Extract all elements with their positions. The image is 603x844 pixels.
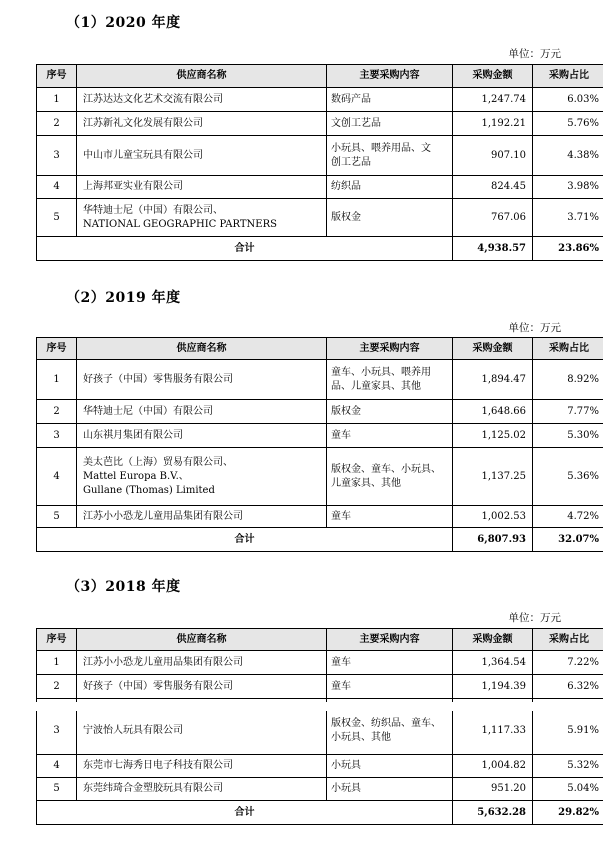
row-ratio: 5.30% [533,424,603,448]
total-row [37,528,603,552]
supplier-line: NATIONAL GEOGRAPHIC PARTNERS [83,218,277,230]
row-ratio: 6.32% [533,675,603,699]
unit-label: 单位：万元 [508,48,561,60]
row-content [327,755,453,778]
header-content: 主要采购内容 [327,338,453,360]
row-supplier [77,778,327,801]
row-content [327,778,453,801]
row-amount: 1,004.82 [453,755,533,778]
row-idx: 2 [37,400,77,424]
row-supplier [77,88,327,112]
row-ratio: 3.71% [533,199,603,237]
supplier-line: Gullane (Thomas) Limited [83,484,215,496]
content-line: 数码产品 [331,93,371,105]
row-amount: 1,648.66 [453,400,533,424]
table-row [37,112,603,136]
row-ratio: 5.36% [533,448,603,506]
content-line: 版权金、纺织品、童车、 [331,717,441,729]
unit-label: 单位：万元 [508,322,561,334]
row-content [327,675,453,699]
total-label: 合计 [37,237,453,261]
supplier-line: 宁波怡人玩具有限公司 [83,724,183,736]
header-idx: 序号 [37,338,77,360]
row-content [327,112,453,136]
table-row [37,136,603,176]
row-idx: 2 [37,675,77,699]
content-line: 小玩具 [331,783,361,794]
page-break-gap [0,702,603,711]
content-line: 童车 [331,429,351,441]
section-title-2018: （3）2018 年度 [66,579,181,595]
row-supplier [77,424,327,448]
table-row [37,400,603,424]
row-ratio: 7.77% [533,400,603,424]
header-ratio: 采购占比 [533,65,603,88]
row-amount: 1,117.33 [453,699,533,755]
row-content [327,176,453,199]
total-amount: 5,632.28 [453,801,533,825]
row-amount: 1,894.47 [453,360,533,400]
header-content: 主要采购内容 [327,629,453,651]
supplier-line: 东莞纬琦合金塑胶玩具有限公司 [83,783,223,794]
table-row [37,199,603,237]
row-ratio: 5.04% [533,778,603,801]
row-idx: 4 [37,755,77,778]
content-line: 创工艺品 [331,156,371,168]
content-line: 版权金 [331,211,361,223]
supplier-line: 中山市儿童宝玩具有限公司 [83,149,203,161]
content-line: 童车 [331,680,351,692]
row-amount: 907.10 [453,136,533,176]
table-row [37,778,603,801]
supplier-line: 江苏新礼文化发展有限公司 [83,117,203,129]
row-idx: 2 [37,112,77,136]
section-title-2019: （2）2019 年度 [66,290,181,306]
row-ratio: 4.72% [533,506,603,528]
row-ratio: 8.92% [533,360,603,400]
content-line: 文创工艺品 [331,117,381,129]
table-header-row [37,629,603,651]
header-ratio: 采购占比 [533,338,603,360]
row-amount: 1,125.02 [453,424,533,448]
supplier-line: 华特迪士尼（中国）有限公司 [83,405,213,417]
content-line: 童车 [331,510,351,522]
header-amount: 采购金额 [453,65,533,88]
row-content [327,424,453,448]
table-row [37,675,603,699]
row-content [327,360,453,400]
header-content: 主要采购内容 [327,65,453,88]
row-amount: 1,002.53 [453,506,533,528]
row-content [327,199,453,237]
header-supplier: 供应商名称 [77,65,327,88]
supplier-line: 江苏达达文化艺术交流有限公司 [83,93,223,105]
section-title-2020: （1）2020 年度 [66,15,181,31]
table-row [37,651,603,675]
table-row [37,448,603,506]
row-content [327,651,453,675]
header-idx: 序号 [37,65,77,88]
table-row [37,176,603,199]
row-supplier [77,176,327,199]
unit-label: 单位：万元 [508,612,561,624]
supplier-line: 好孩子（中国）零售服务有限公司 [83,373,233,385]
row-ratio: 5.32% [533,755,603,778]
total-amount: 4,938.57 [453,237,533,261]
row-content [327,506,453,528]
row-supplier [77,199,327,237]
total-label: 合计 [37,801,453,825]
supplier-line: 好孩子（中国）零售服务有限公司 [83,680,233,692]
row-amount: 1,137.25 [453,448,533,506]
total-amount: 6,807.93 [453,528,533,552]
content-line: 小玩具、其他 [331,731,391,743]
header-supplier: 供应商名称 [77,629,327,651]
content-line: 童车 [331,656,351,668]
supplier-line: 东莞市七海秀日电子科技有限公司 [83,760,233,771]
row-amount: 1,364.54 [453,651,533,675]
row-idx: 3 [37,424,77,448]
row-amount: 951.20 [453,778,533,801]
row-idx: 3 [37,136,77,176]
supplier-table-2020 [36,64,603,261]
row-content [327,448,453,506]
row-amount: 767.06 [453,199,533,237]
content-line: 小玩具、喂养用品、文 [331,142,431,154]
row-content [327,136,453,176]
supplier-line: 上海邦亚实业有限公司 [83,181,183,192]
supplier-line: 江苏小小恐龙儿童用品集团有限公司 [83,656,243,668]
row-supplier [77,112,327,136]
row-supplier [77,448,327,506]
row-idx: 1 [37,88,77,112]
row-idx: 3 [37,699,77,755]
content-line: 品、儿童家具、其他 [331,380,421,392]
header-supplier: 供应商名称 [77,338,327,360]
content-line: 儿童家具、其他 [331,477,401,489]
row-amount: 824.45 [453,176,533,199]
row-supplier [77,755,327,778]
header-amount: 采购金额 [453,629,533,651]
table-row [37,424,603,448]
row-content [327,88,453,112]
header-ratio: 采购占比 [533,629,603,651]
supplier-line: Mattel Europa B.V.、 [83,470,189,482]
row-ratio: 3.98% [533,176,603,199]
supplier-table-2018 [36,628,603,825]
content-line: 纺织品 [331,181,361,192]
row-supplier [77,651,327,675]
table-row [37,88,603,112]
row-amount: 1,192.21 [453,112,533,136]
row-ratio: 4.38% [533,136,603,176]
row-ratio: 6.03% [533,88,603,112]
supplier-line: 江苏小小恐龙儿童用品集团有限公司 [83,510,243,522]
row-supplier [77,506,327,528]
row-ratio: 5.91% [533,699,603,755]
row-supplier [77,136,327,176]
total-ratio: 32.07% [533,528,603,552]
row-idx: 1 [37,651,77,675]
table-row [37,755,603,778]
total-ratio: 23.86% [533,237,603,261]
row-ratio: 7.22% [533,651,603,675]
table-row [37,360,603,400]
row-idx: 1 [37,360,77,400]
row-supplier [77,360,327,400]
row-supplier [77,675,327,699]
content-line: 童车、小玩具、喂养用 [331,366,431,378]
row-amount: 1,247.74 [453,88,533,112]
total-row [37,801,603,825]
header-idx: 序号 [37,629,77,651]
row-ratio: 5.76% [533,112,603,136]
row-idx: 4 [37,176,77,199]
row-supplier [77,400,327,424]
supplier-line: 华特迪士尼（中国）有限公司、 [83,204,223,216]
row-content [327,400,453,424]
table-header-row [37,338,603,360]
row-idx: 5 [37,778,77,801]
row-idx: 5 [37,199,77,237]
table-row [37,506,603,528]
total-label: 合计 [37,528,453,552]
content-line: 小玩具 [331,760,361,771]
content-line: 版权金 [331,405,361,417]
row-idx: 4 [37,448,77,506]
row-amount: 1,194.39 [453,675,533,699]
supplier-line: 美太芭比（上海）贸易有限公司、 [83,456,233,468]
supplier-table-2019 [36,337,603,552]
header-amount: 采购金额 [453,338,533,360]
total-row [37,237,603,261]
total-ratio: 29.82% [533,801,603,825]
supplier-line: 山东祺月集团有限公司 [83,429,183,441]
content-line: 版权金、童车、小玩具、 [331,463,441,475]
table-header-row [37,65,603,88]
row-idx: 5 [37,506,77,528]
